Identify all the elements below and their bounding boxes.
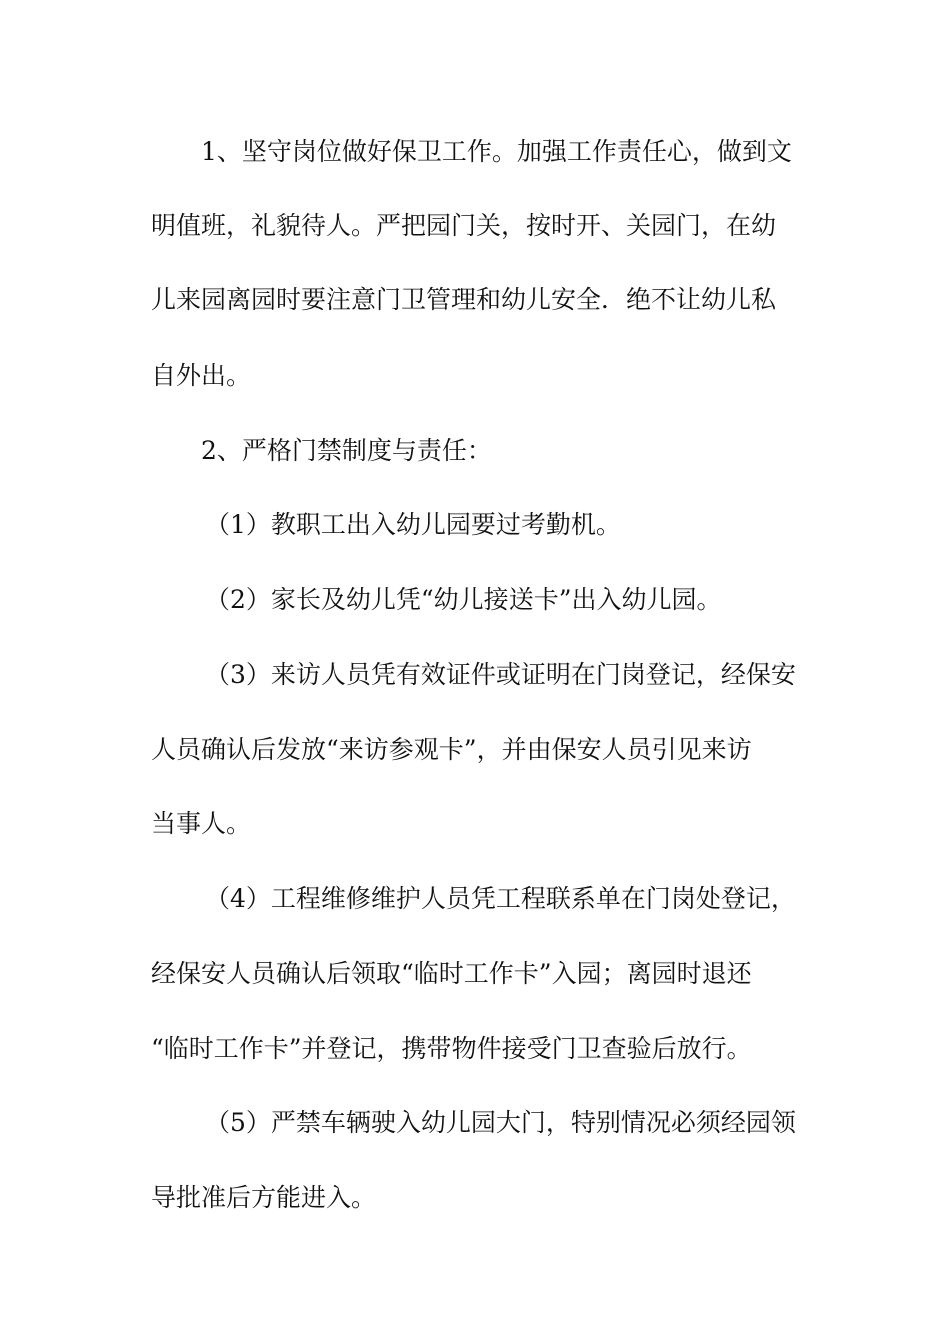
item-1: （1）教职工出入幼儿园要过考勤机。	[205, 510, 621, 539]
item-3-line-2: 人员确认后发放“来访参观卡”，并由保安人员引见来访	[151, 735, 752, 764]
paragraph-2-heading: 2、严格门禁制度与责任：	[201, 436, 492, 465]
paragraph-1-line-4: 自外出。	[151, 361, 252, 390]
item-4-line-1: （4）工程维修维护人员凭工程联系单在门岗处登记，	[205, 884, 796, 913]
item-4-line-2: 经保安人员确认后领取“临时工作卡”入园；离园时退还	[151, 959, 752, 988]
paragraph-1-line-2: 明值班，礼貌待人。严把园门关，按时开、关园门，在幼	[151, 211, 777, 240]
item-5-line-1: （5）严禁车辆驶入幼儿园大门，特别情况必须经园领	[205, 1108, 796, 1137]
item-3-line-1: （3）来访人员凭有效证件或证明在门岗登记，经保安	[205, 660, 796, 689]
paragraph-1-line-1: 1、坚守岗位做好保卫工作。加强工作责任心，做到文	[201, 137, 792, 166]
paragraph-1-line-3: 儿来园离园时要注意门卫管理和幼儿安全．绝不让幼儿私	[151, 285, 777, 314]
item-3-line-3: 当事人。	[151, 809, 252, 838]
item-4-line-3: “临时工作卡”并登记，携带物件接受门卫查验后放行。	[151, 1034, 752, 1063]
item-2: （2）家长及幼儿凭“幼儿接送卡”出入幼儿园。	[205, 585, 722, 614]
item-5-line-2: 导批准后方能进入。	[151, 1183, 377, 1212]
